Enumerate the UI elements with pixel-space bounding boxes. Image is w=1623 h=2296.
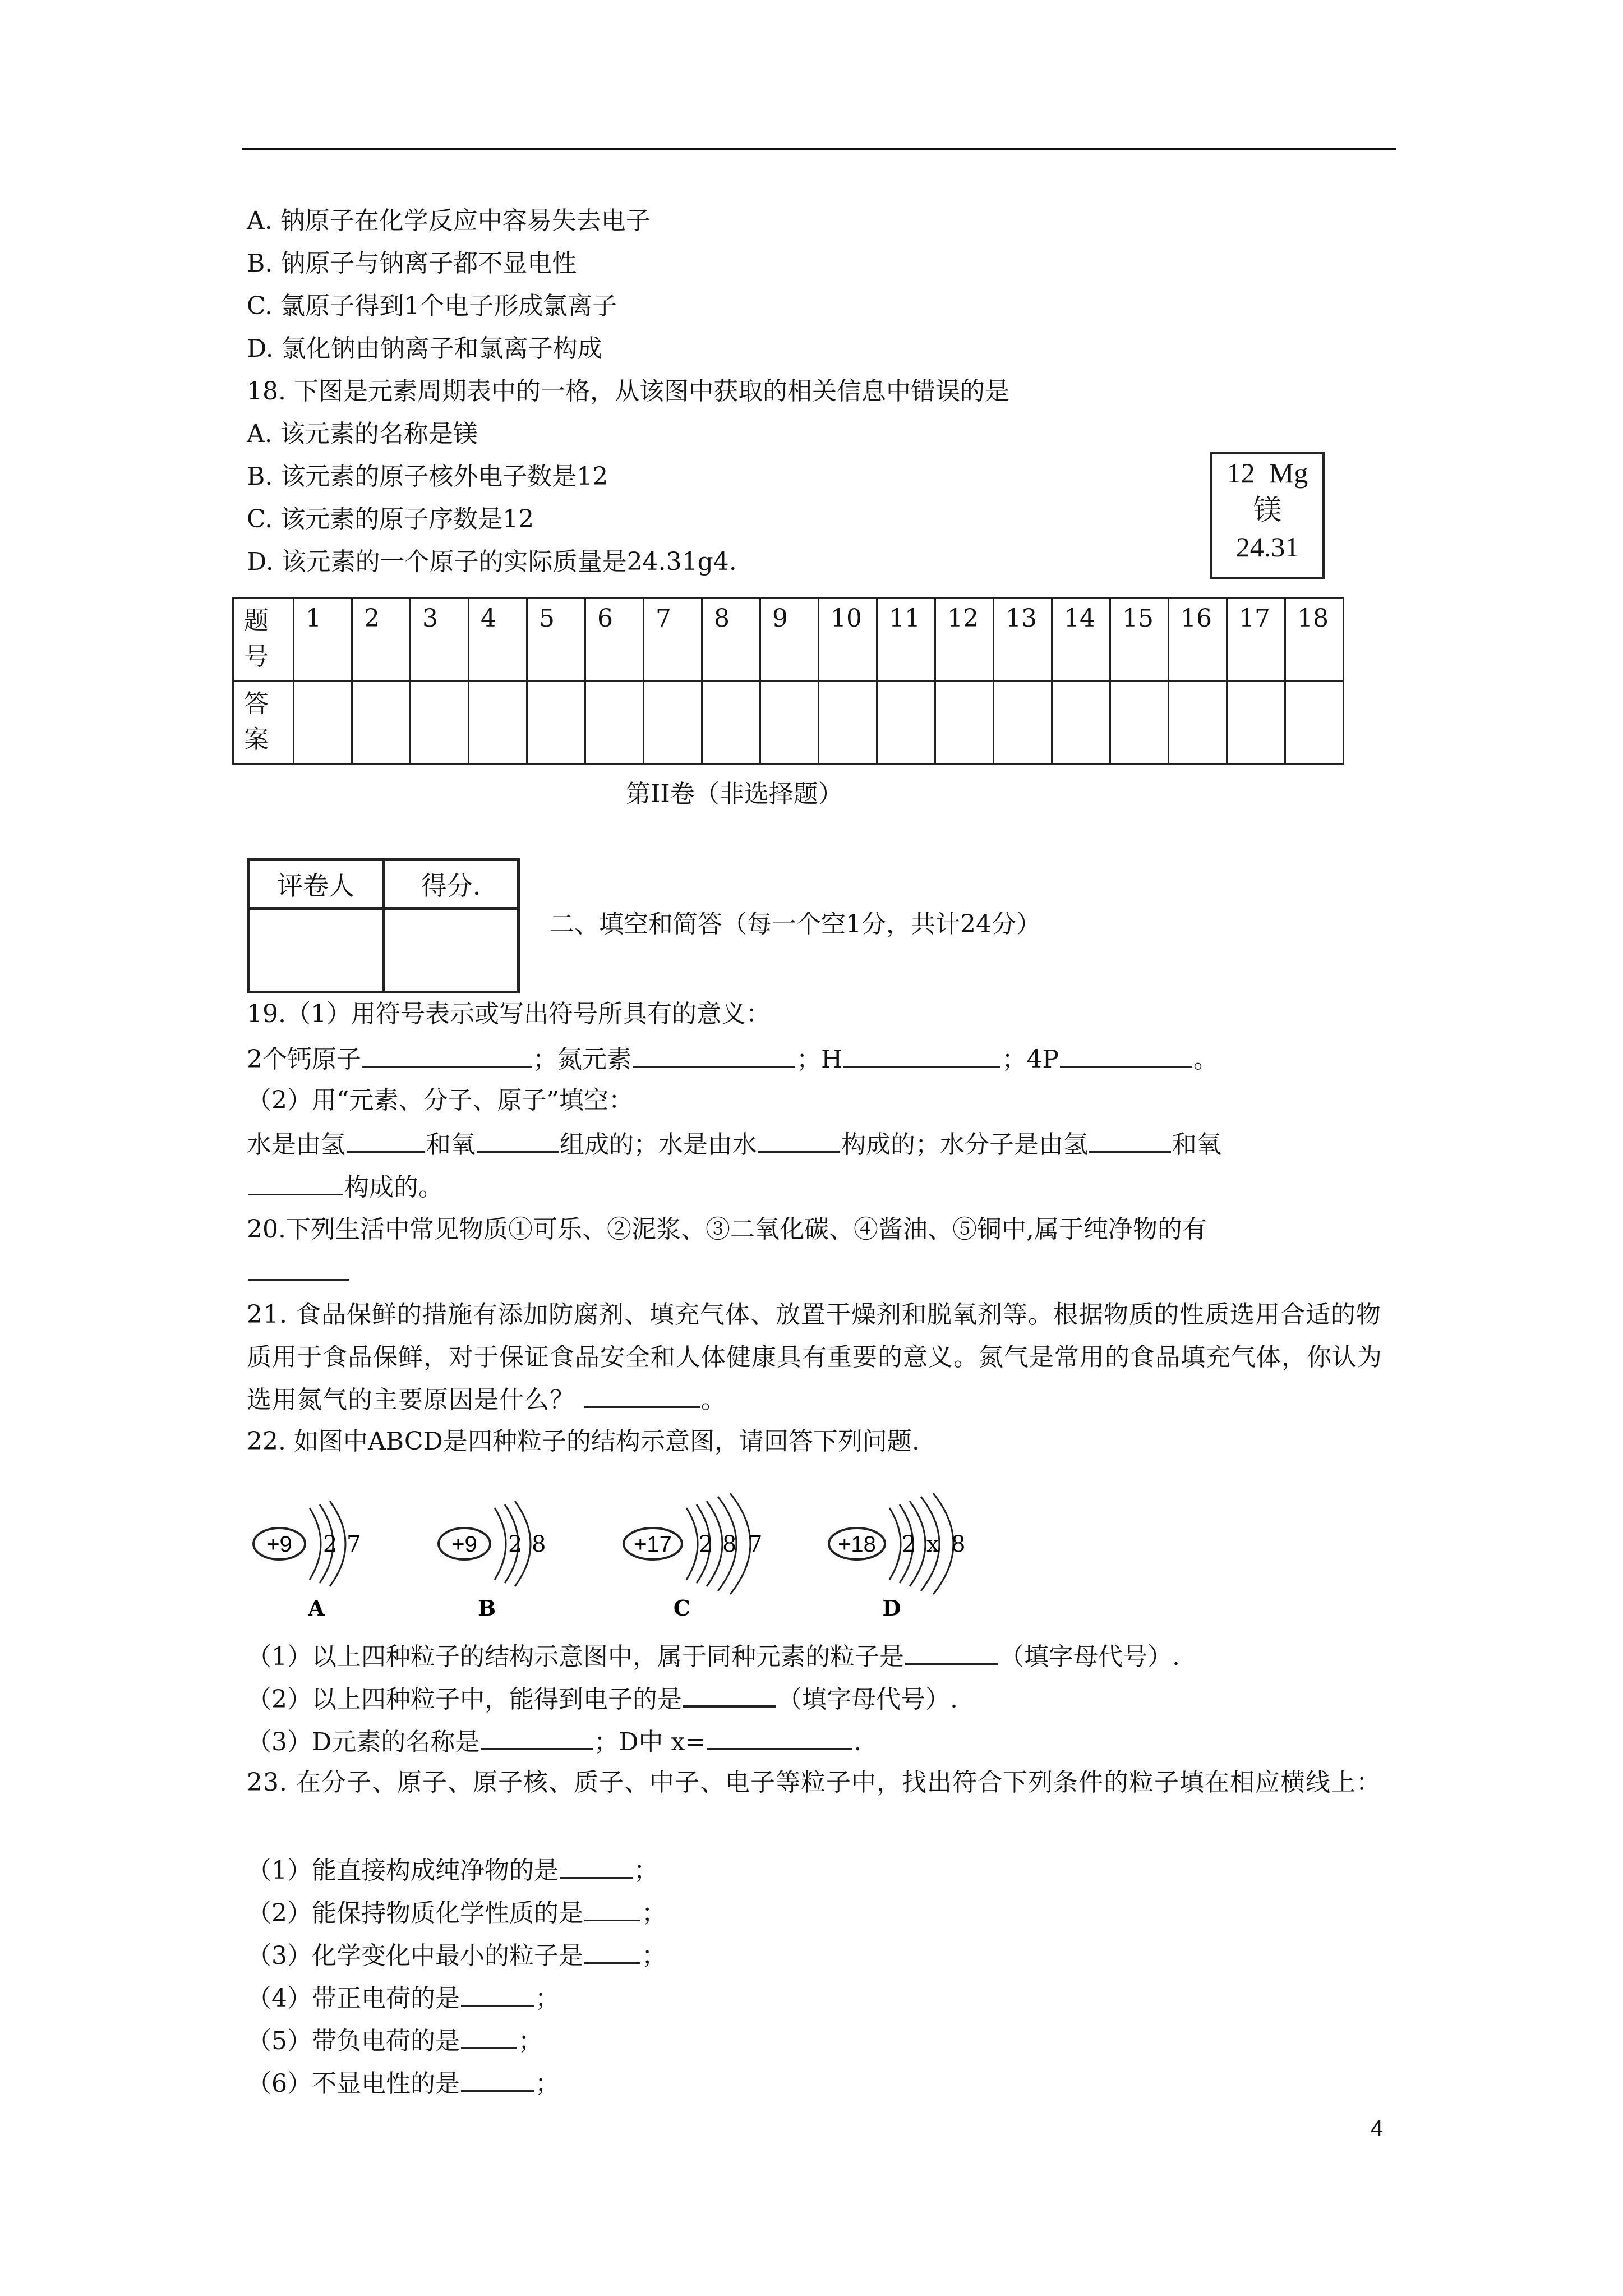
q19-part1: 19.（1）用符号表示或写出符号所具有的意义： <box>247 1000 771 1028</box>
answer-cell[interactable] <box>585 681 644 764</box>
table-number-cell: 10 <box>819 598 877 681</box>
shell-label: 8 <box>722 1531 737 1557</box>
answer-cell[interactable] <box>469 681 527 764</box>
table-header-question: 题 号 <box>233 598 294 681</box>
shell-label: x <box>926 1531 939 1557</box>
answer-cell[interactable] <box>877 681 935 764</box>
q23-stem: 23. 在分子、原子、原子核、质子、中子、电子等粒子中，找出符合下列条件的粒子填在相应横线上： <box>247 1768 1381 1797</box>
answer-table <box>232 597 1344 765</box>
q17-option-b: B. 钠原子与钠离子都不显电性 <box>247 249 577 278</box>
shell-label: 8 <box>951 1531 966 1557</box>
blank[interactable] <box>758 1126 840 1153</box>
q18-option-d: D. 该元素的一个原子的实际质量是24.31g4. <box>247 547 737 576</box>
shell-label: 7 <box>347 1531 361 1557</box>
q22-sub2: （2）以上四种粒子中，能得到电子的是 （填字母代号）. <box>247 1681 958 1717</box>
answer-cell[interactable] <box>760 681 819 764</box>
atom-diagram-c-svg <box>620 1503 789 1632</box>
atom-diagram-b <box>435 1503 570 1632</box>
table-number-cell: 16 <box>1169 598 1227 681</box>
q19-part2: （2）用“元素、分子、原子”填空： <box>247 1086 633 1115</box>
table-number-cell: 8 <box>702 598 760 681</box>
q22-stem: 22. 如图中ABCD是四种粒子的结构示意图，请回答下列问题. <box>247 1427 920 1456</box>
blank[interactable] <box>584 1938 640 1964</box>
blank[interactable] <box>461 2065 534 2092</box>
shell-label: 2 <box>323 1531 338 1557</box>
table-header-answer: 答 案 <box>233 681 294 764</box>
diagram-label: A <box>308 1595 325 1621</box>
table-number-cell: 4 <box>469 598 527 681</box>
blank[interactable] <box>905 1638 998 1665</box>
table-number-cell: 11 <box>877 598 935 681</box>
answer-cell[interactable] <box>1227 681 1285 764</box>
answer-cell[interactable] <box>294 681 352 764</box>
table-number-cell: 6 <box>585 598 644 681</box>
answer-cell[interactable] <box>527 681 585 764</box>
table-number-cell: 9 <box>760 598 819 681</box>
element-number-symbol: 12 Mg <box>1227 457 1308 489</box>
blank[interactable] <box>248 1254 349 1281</box>
answer-cell[interactable] <box>411 681 469 764</box>
nucleus-label: +17 <box>634 1532 672 1557</box>
q19-line3: 构成的。 <box>247 1169 443 1204</box>
blank[interactable] <box>633 1041 795 1068</box>
q19-line1: 2个钙原子 ；氮元素 ；H ；4P 。 <box>247 1041 1218 1076</box>
q20-answer <box>247 1254 350 1290</box>
answer-cell[interactable] <box>819 681 877 764</box>
score-header: 得分. <box>384 860 519 909</box>
grader-cell[interactable] <box>248 909 384 992</box>
table-number-cell: 14 <box>1052 598 1110 681</box>
element-cell-magnesium <box>1210 452 1325 579</box>
table-number-cell: 3 <box>411 598 469 681</box>
q19-line2: 水是由氢 和氧 组成的；水是由水 构成的；水分子是由氢 和氧 <box>247 1126 1221 1162</box>
q18-stem: 18. 下图是元素周期表中的一格，从该图中获取的相关信息中错误的是 <box>247 377 1009 406</box>
section-title: 第II卷（非选择题） <box>626 780 843 808</box>
q17-option-c: C. 氯原子得到1个电子形成氯离子 <box>247 292 617 320</box>
diagram-label: B <box>477 1595 496 1621</box>
table-number-cell: 2 <box>352 598 411 681</box>
blank[interactable] <box>461 1980 534 2007</box>
shell-label: 7 <box>748 1531 763 1557</box>
diagram-label: D <box>882 1595 901 1621</box>
blank[interactable] <box>584 1895 640 1921</box>
shell-label: 2 <box>699 1531 713 1557</box>
score-box <box>247 858 520 993</box>
diagram-label: C <box>673 1595 691 1621</box>
table-number-cell: 7 <box>644 598 702 681</box>
nucleus-label: +9 <box>266 1532 292 1557</box>
blank[interactable] <box>347 1126 425 1153</box>
atom-diagram-a-svg <box>250 1503 385 1632</box>
section-heading: 二、填空和简答（每一个空1分，共计24分） <box>550 910 1041 938</box>
blank[interactable] <box>707 1723 852 1750</box>
answer-cell[interactable] <box>352 681 411 764</box>
q23-item: （2）能保持物质化学性质的是 ； <box>247 1895 666 1930</box>
shell-label: 8 <box>532 1531 546 1557</box>
blank[interactable] <box>1060 1041 1192 1068</box>
answer-cell[interactable] <box>644 681 702 764</box>
table-number-cell: 12 <box>935 598 994 681</box>
element-name: 镁 <box>1253 494 1281 526</box>
answer-cell[interactable] <box>1285 681 1344 764</box>
table-number-cell: 13 <box>994 598 1052 681</box>
answer-cell[interactable] <box>1110 681 1169 764</box>
blank[interactable] <box>1089 1126 1171 1153</box>
shell-label: 2 <box>902 1531 916 1557</box>
table-number-cell: 17 <box>1227 598 1285 681</box>
blank[interactable] <box>843 1041 1000 1068</box>
answer-cell[interactable] <box>702 681 760 764</box>
q18-option-a: A. 该元素的名称是镁 <box>247 420 478 448</box>
blank[interactable] <box>584 1382 700 1408</box>
blank[interactable] <box>683 1681 776 1708</box>
q22-sub1: （1）以上四种粒子的结构示意图中，属于同种元素的粒子是 （填字母代号）. <box>247 1638 1180 1674</box>
q18-option-b: B. 该元素的原子核外电子数是12 <box>247 462 608 491</box>
q20-text: 20.下列生活中常见物质①可乐、②泥浆、③二氧化碳、④酱油、⑤铜中,属于纯净物的有 <box>247 1215 1207 1244</box>
blank[interactable] <box>560 1852 633 1879</box>
q17-option-a: A. 钠原子在化学反应中容易失去电子 <box>247 206 651 235</box>
atom-diagram-d <box>826 1503 994 1632</box>
answer-table-answer-row <box>233 681 1344 764</box>
q17-option-d: D. 氯化钠由钠离子和氯离子构成 <box>247 334 602 363</box>
q23-item: （5）带负电荷的是 ； <box>247 2023 543 2058</box>
q22-sub3: （3）D元素的名称是 ；D中 x= . <box>247 1723 861 1759</box>
q23-item: （1）能直接构成纯净物的是 ； <box>247 1852 658 1888</box>
header-rule <box>242 148 1396 150</box>
q18-option-c: C. 该元素的原子序数是12 <box>247 505 534 533</box>
blank[interactable] <box>461 2023 517 2049</box>
answer-cell[interactable] <box>1169 681 1227 764</box>
table-number-cell: 15 <box>1110 598 1169 681</box>
element-mass: 24.31 <box>1235 531 1299 563</box>
blank[interactable] <box>248 1169 343 1195</box>
q21-text: 21. 食品保鲜的措施有添加防腐剂、填充气体、放置干燥剂和脱氧剂等。根据物质的性质选用合适的物质用于食品保鲜，对于保证食品安全和人体健康具有重要的意义。氮气是常用的食品填充气体，你认为选用氮气的主要原因是什么？ 。 <box>247 1300 1382 1414</box>
blank[interactable] <box>481 1723 593 1750</box>
answer-cell[interactable] <box>935 681 994 764</box>
nucleus-label: +18 <box>838 1532 876 1557</box>
table-number-cell: 5 <box>527 598 585 681</box>
nucleus-label: +9 <box>451 1532 477 1557</box>
q23-item: （6）不显电性的是 ； <box>247 2065 560 2101</box>
table-number-cell: 1 <box>294 598 352 681</box>
atom-diagram-b-svg <box>435 1503 570 1632</box>
atom-diagram-d-svg <box>826 1503 994 1632</box>
atom-diagram-a <box>250 1503 385 1632</box>
answer-table-number-row <box>233 598 1344 681</box>
answer-cell[interactable] <box>1052 681 1110 764</box>
page-number: 4 <box>1371 2116 1384 2141</box>
shell-label: 2 <box>508 1531 523 1557</box>
atom-diagram-c <box>620 1503 789 1632</box>
table-number-cell: 18 <box>1285 598 1344 681</box>
answer-cell[interactable] <box>994 681 1052 764</box>
blank[interactable] <box>362 1041 532 1068</box>
q23-item: （4）带正电荷的是 ； <box>247 1980 560 2016</box>
score-cell[interactable] <box>384 909 519 992</box>
grader-header: 评卷人 <box>248 860 384 909</box>
q23-item: （3）化学变化中最小的粒子是 ； <box>247 1938 666 1973</box>
blank[interactable] <box>477 1126 559 1153</box>
